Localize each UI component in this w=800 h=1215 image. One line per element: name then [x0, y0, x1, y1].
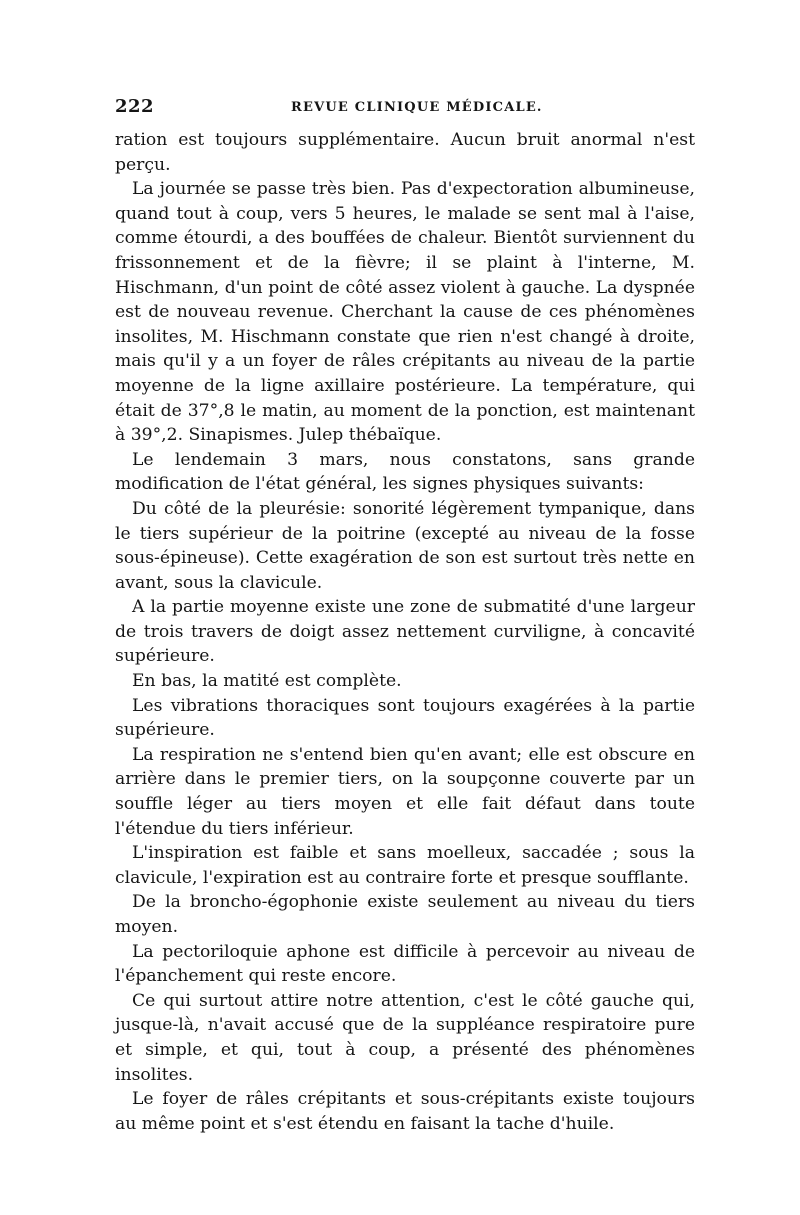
paragraph: Ce qui surtout attire notre attention, c'est le côté gauche qui, jusque-là, n'avait accusé que de la suppléance respiratoire pure et simple, et qui, tout à coup, a présenté des phénomènes insolites.: [115, 990, 695, 1085]
paragraph: Les vibrations thoraciques sont toujours exagérées à la partie supérieure.: [115, 695, 695, 741]
paragraph: L'inspiration est faible et sans moelleux, saccadée ; sous la clavicule, l'expiration est au contraire forte et presque soufflante.: [115, 843, 695, 888]
page-header: [115, 96, 695, 126]
page-number: 222: [115, 96, 155, 117]
paragraph: ration est toujours supplémentaire. Aucun bruit anormal n'est perçu.: [115, 130, 695, 175]
paragraph: La journée se passe très bien. Pas d'expectoration albumineuse, quand tout à coup, vers 5 heures, le malade se sent mal à l'aise, comme étourdi, a des bouffées de chaleur. Bientôt surviennent du frissonnement et de la fièvre; il se plaint à l'interne, M. Hischmann, d'un point de côté assez violent à gauche. La dyspnée est de nouveau revenue. Cherchant la cause de ces phénomènes insolites, M. Hischmann constate que rien n'est changé à droite, mais qu'il y a un foyer de râles crépitants au niveau de la partie moyenne de la ligne axillaire postérieure. La température, qui était de 37°,8 le matin, au moment de la ponction, est maintenant à 39°,2. Sinapismes. Julep thébaïque.: [115, 179, 695, 446]
paragraph: En bas, la matité est complète.: [132, 671, 402, 692]
paragraph: De la broncho-égophonie existe seulement au niveau du tiers moyen.: [115, 892, 695, 937]
paragraph: A la partie moyenne existe une zone de submatité d'une largeur de trois travers de doigt assez nettement curviligne, à concavité supérieure.: [115, 597, 695, 667]
body-text: [115, 128, 695, 1136]
running-head: REVUE CLINIQUE MÉDICALE.: [291, 100, 543, 115]
paragraph: Le foyer de râles crépitants et sous-crépitants existe toujours au même point et s'est étendu en faisant la tache d'huile.: [115, 1089, 695, 1134]
paragraph: Le lendemain 3 mars, nous constatons, sans grande modification de l'état général, les signes physiques suivants:: [115, 449, 695, 495]
paragraph: La pectoriloquie aphone est difficile à percevoir au niveau de l'épanchement qui reste encore.: [115, 941, 695, 987]
paragraph: Du côté de la pleurésie: sonorité légèrement tympanique, dans le tiers supérieur de la poitrine (excepté au niveau de la fosse sous-épineuse). Cette exagération de son est surtout très nette en avant, sous la clavicule.: [115, 498, 695, 593]
paragraph: La respiration ne s'entend bien qu'en avant; elle est obscure en arrière dans le premier tiers, on la soupçonne couverte par un souffle léger au tiers moyen et elle fait défaut dans toute l'étendue du tiers inférieur.: [115, 744, 695, 839]
